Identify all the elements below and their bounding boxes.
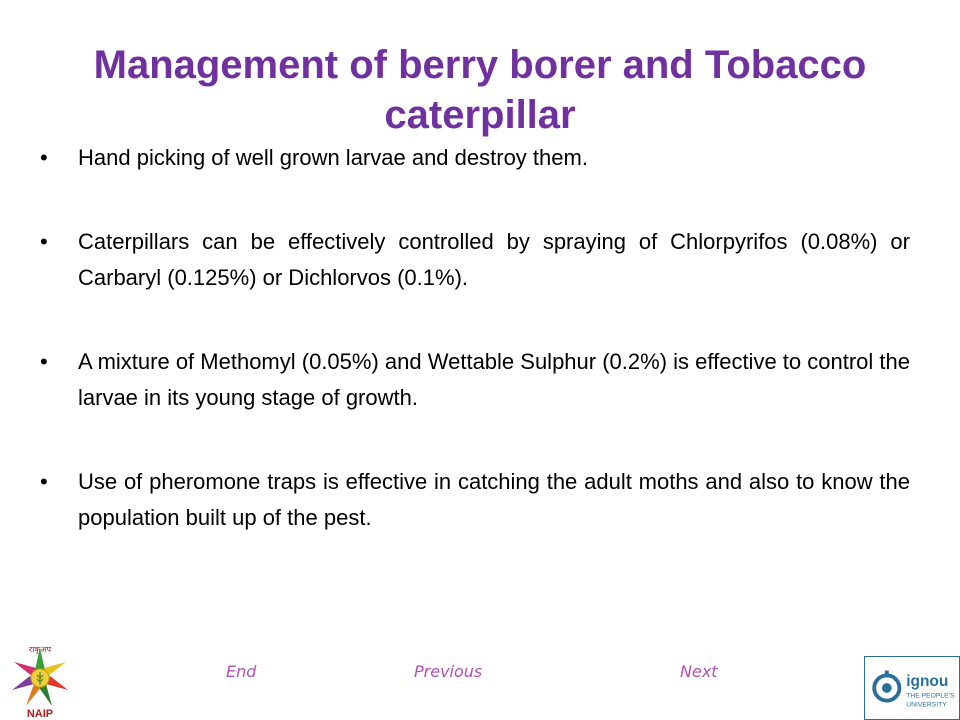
- next-link[interactable]: Next: [680, 662, 718, 681]
- bullet-text: Caterpillars can be effectively controlled by spraying of Chlorpyrifos (0.08%) or Carbaryl (0.125%) or Dichlorvos (0.1%).: [78, 229, 910, 290]
- slide-title-line-2: caterpillar: [384, 93, 576, 137]
- bullet-dot: •: [40, 469, 48, 494]
- bullet-dot: •: [40, 145, 48, 170]
- bullet-item: [40, 224, 910, 296]
- bullet-text: Hand picking of well grown larvae and destroy them.: [78, 145, 588, 170]
- bullet-list: [40, 140, 910, 536]
- bullet-dot: •: [40, 229, 48, 254]
- bullet-item: [40, 344, 910, 416]
- bullet-text: A mixture of Methomyl (0.05%) and Wettable Sulphur (0.2%) is effective to control the larvae in its young stage of growth.: [78, 349, 910, 410]
- bullet-item: [40, 140, 910, 176]
- ignou-tagline-2: UNIVERSITY: [906, 701, 947, 709]
- ignou-logo: [864, 656, 960, 720]
- ignou-logo-text: ignou: [906, 673, 949, 691]
- naip-logo-text: NAIP: [26, 708, 54, 720]
- ignou-tagline-1: THE PEOPLE'S: [906, 692, 955, 700]
- bullet-item: [40, 464, 910, 536]
- bullet-dot: •: [40, 349, 48, 374]
- end-link[interactable]: End: [226, 662, 257, 681]
- bullet-text: Use of pheromone traps is effective in catching the adult moths and also to know the population built up of the pest.: [78, 469, 910, 530]
- naip-logo: [0, 644, 80, 720]
- naip-hindi-text: राकृअप: [28, 645, 52, 654]
- slide-title: [40, 40, 920, 140]
- previous-link[interactable]: Previous: [414, 662, 483, 681]
- slide-title-line-1: Management of berry borer and Tobacco: [93, 43, 867, 87]
